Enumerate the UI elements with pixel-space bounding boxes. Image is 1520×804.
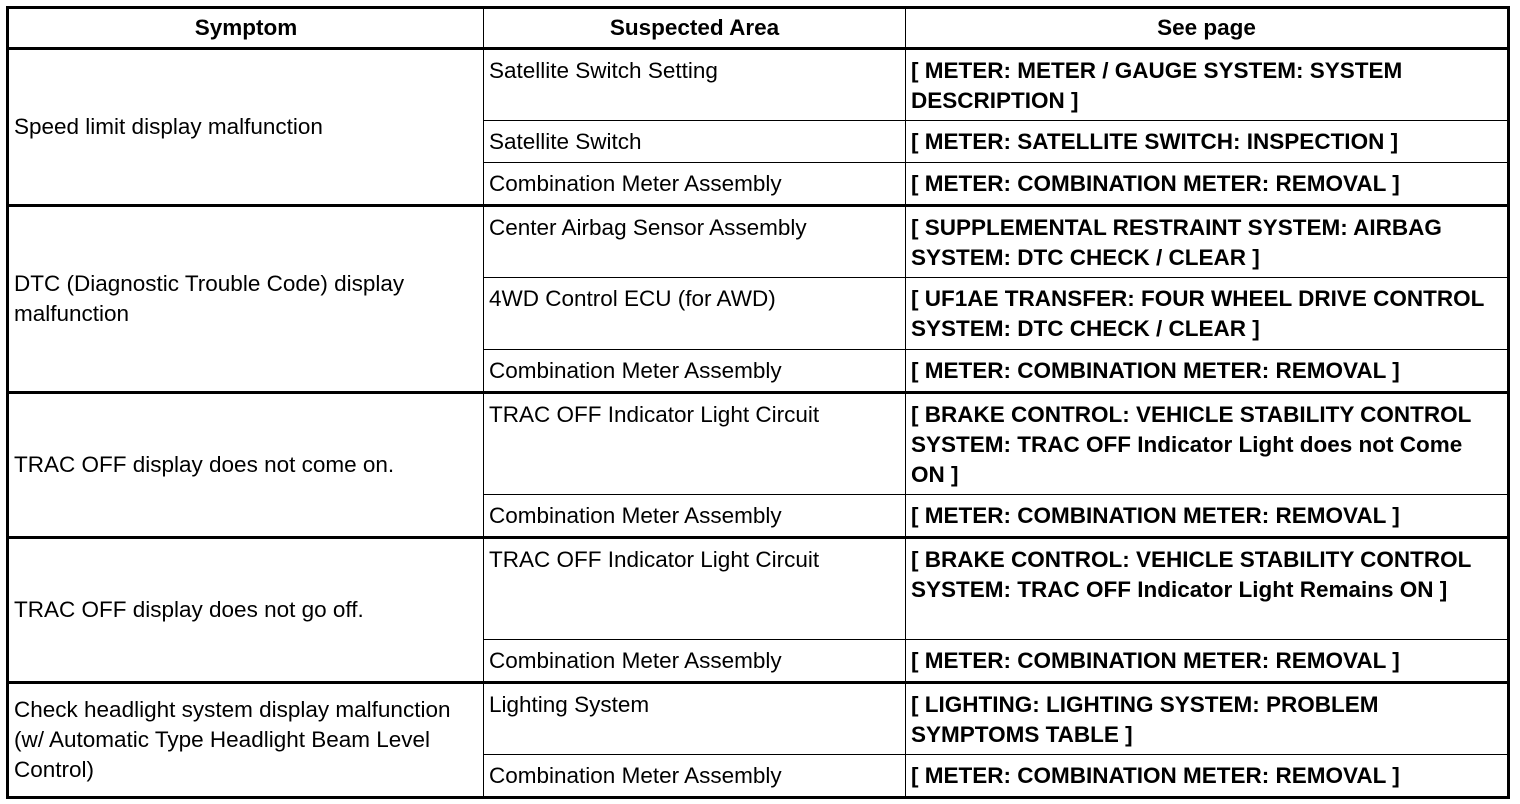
suspected-area-cell: Combination Meter Assembly bbox=[484, 755, 906, 798]
see-page-link[interactable]: [ METER: COMBINATION METER: REMOVAL ] bbox=[906, 755, 1509, 798]
see-page-link[interactable]: [ METER: COMBINATION METER: REMOVAL ] bbox=[906, 640, 1509, 683]
symptom-cell: Check headlight system display malfunction (w/ Automatic Type Headlight Beam Level Control) bbox=[8, 683, 484, 798]
suspected-area-cell: Combination Meter Assembly bbox=[484, 350, 906, 393]
suspected-area-cell: Combination Meter Assembly bbox=[484, 640, 906, 683]
suspected-area-cell: TRAC OFF Indicator Light Circuit bbox=[484, 538, 906, 640]
suspected-area-cell: Center Airbag Sensor Assembly bbox=[484, 206, 906, 278]
table-row bbox=[8, 49, 1509, 121]
symptom-cell: TRAC OFF display does not go off. bbox=[8, 538, 484, 683]
see-page-link[interactable]: [ METER: METER / GAUGE SYSTEM: SYSTEM DESCRIPTION ] bbox=[906, 49, 1509, 121]
suspected-area-cell: Combination Meter Assembly bbox=[484, 495, 906, 538]
see-page-link[interactable]: [ BRAKE CONTROL: VEHICLE STABILITY CONTROL SYSTEM: TRAC OFF Indicator Light does not Come ON ] bbox=[906, 393, 1509, 495]
suspected-area-cell: Satellite Switch Setting bbox=[484, 49, 906, 121]
see-page-link[interactable]: [ UF1AE TRANSFER: FOUR WHEEL DRIVE CONTROL SYSTEM: DTC CHECK / CLEAR ] bbox=[906, 278, 1509, 350]
see-page-link[interactable]: [ METER: SATELLITE SWITCH: INSPECTION ] bbox=[906, 121, 1509, 163]
table-row bbox=[8, 683, 1509, 755]
see-page-link[interactable]: [ BRAKE CONTROL: VEHICLE STABILITY CONTROL SYSTEM: TRAC OFF Indicator Light Remains ON ] bbox=[906, 538, 1509, 640]
symptom-cell: TRAC OFF display does not come on. bbox=[8, 393, 484, 538]
see-page-link[interactable]: [ METER: COMBINATION METER: REMOVAL ] bbox=[906, 163, 1509, 206]
see-page-link[interactable]: [ METER: COMBINATION METER: REMOVAL ] bbox=[906, 350, 1509, 393]
symptom-table bbox=[6, 6, 1510, 799]
table-row bbox=[8, 538, 1509, 640]
table-row bbox=[8, 206, 1509, 278]
suspected-area-cell: 4WD Control ECU (for AWD) bbox=[484, 278, 906, 350]
table-row bbox=[8, 393, 1509, 495]
see-page-link[interactable]: [ SUPPLEMENTAL RESTRAINT SYSTEM: AIRBAG SYSTEM: DTC CHECK / CLEAR ] bbox=[906, 206, 1509, 278]
header-row bbox=[8, 8, 1509, 49]
suspected-area-cell: Combination Meter Assembly bbox=[484, 163, 906, 206]
suspected-area-cell: Lighting System bbox=[484, 683, 906, 755]
see-page-link[interactable]: [ METER: COMBINATION METER: REMOVAL ] bbox=[906, 495, 1509, 538]
header-see-page: See page bbox=[906, 8, 1509, 49]
header-suspected-area: Suspected Area bbox=[484, 8, 906, 49]
header-symptom: Symptom bbox=[8, 8, 484, 49]
suspected-area-cell: Satellite Switch bbox=[484, 121, 906, 163]
symptom-cell: Speed limit display malfunction bbox=[8, 49, 484, 206]
suspected-area-cell: TRAC OFF Indicator Light Circuit bbox=[484, 393, 906, 495]
symptom-cell: DTC (Diagnostic Trouble Code) display malfunction bbox=[8, 206, 484, 393]
see-page-link[interactable]: [ LIGHTING: LIGHTING SYSTEM: PROBLEM SYMPTOMS TABLE ] bbox=[906, 683, 1509, 755]
